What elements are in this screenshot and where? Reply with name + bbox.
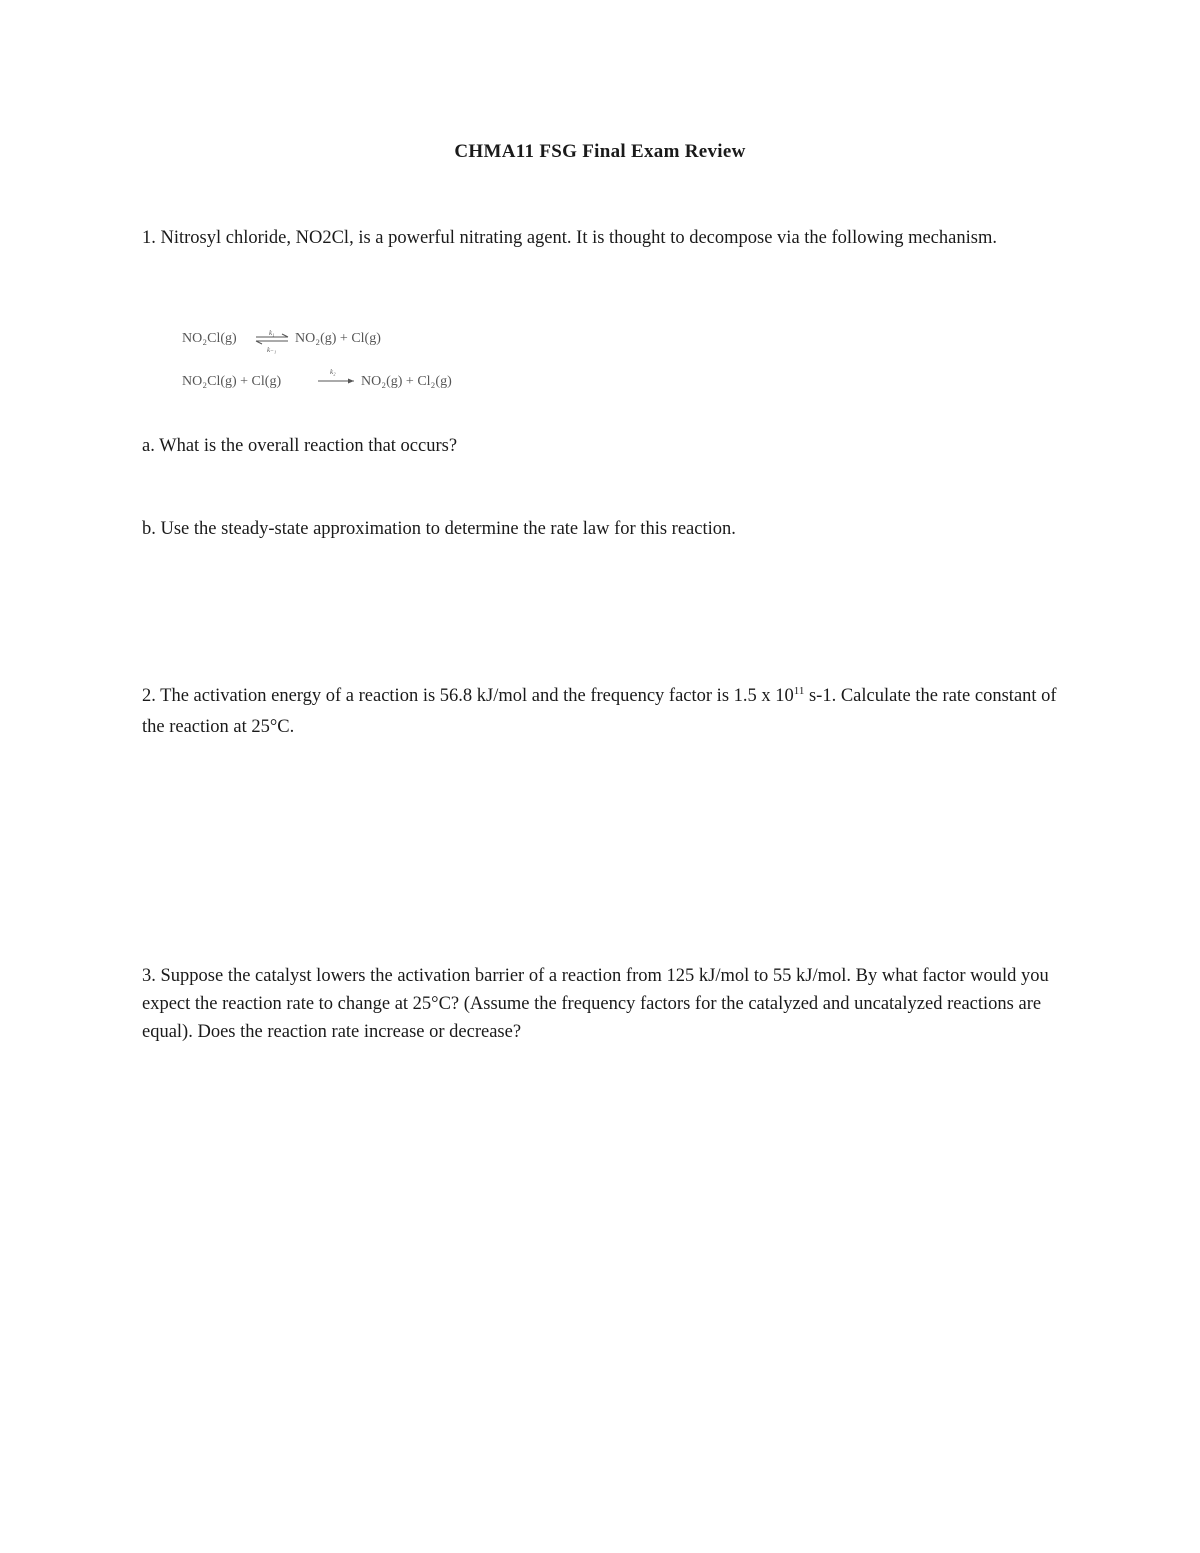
forward-arrow-icon <box>318 379 354 384</box>
question-1a-text: a. What is the overall reaction that occurs? <box>142 436 458 456</box>
step2-products: NO₂(g) + Cl₂(g) <box>361 374 452 389</box>
question-2-text <box>142 681 1057 743</box>
step2-k: k₂ <box>330 368 336 376</box>
document-title: CHMA11 FSG Final Exam Review <box>454 141 746 162</box>
mechanism-figure <box>182 326 502 396</box>
step1-k-reverse: k₋₁ <box>267 346 277 354</box>
question-2-exponent: 11 <box>793 684 805 697</box>
step1-k-forward: k₁ <box>269 329 275 337</box>
question-2-text-start: 2. The activation energy of a reaction is 56.8 kJ/mol and the frequency factor is 1.5 x 10 <box>142 686 794 706</box>
reaction-mechanism <box>182 326 502 396</box>
step2-reactants: NO₂Cl(g) + Cl(g) <box>182 374 282 389</box>
question-3-text: 3. Suppose the catalyst lowers the activation barrier of a reaction from 125 kJ/mol to 55 kJ/mol. By what factor would you expect the reaction rate to change at 25°C? (Assume the frequency factors for the catalyzed and uncatalyzed reactions are equal). Does the reaction rate increase or decrease? <box>142 966 1049 1042</box>
step1-products: NO₂(g) + Cl(g) <box>295 331 381 346</box>
question-1-text: 1. Nitrosyl chloride, NO2Cl, is a powerful nitrating agent. It is thought to decompose via the following mechanism. <box>142 228 997 248</box>
question-1b-text: b. Use the steady-state approximation to determine the rate law for this reaction. <box>142 519 736 539</box>
question-2-text-end: s-1. Calculate the rate constant of the reaction at 25°C. <box>142 686 1057 737</box>
step1-reactant: NO₂Cl(g) <box>182 331 237 346</box>
